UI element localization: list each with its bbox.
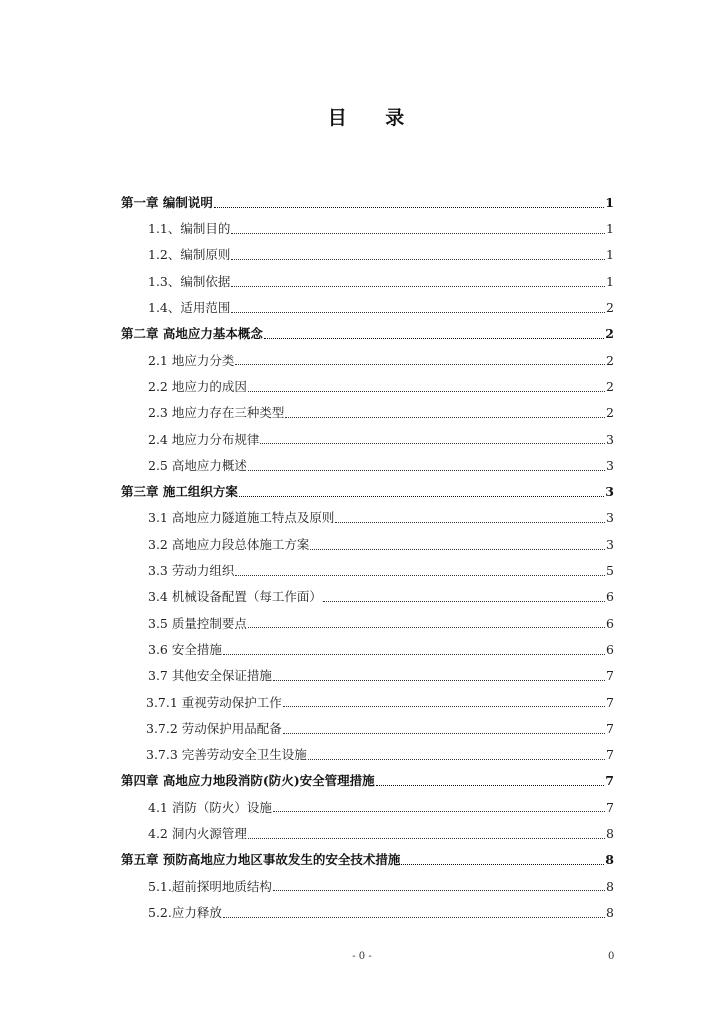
toc-chapter-entry[interactable] [121, 847, 614, 873]
toc-entry-label: 3.4 机械设备配置（每工作面） [148, 589, 322, 605]
toc-leader-dots [264, 338, 604, 339]
toc-section-entry[interactable] [121, 690, 614, 716]
toc-leader-dots [248, 391, 605, 392]
toc-leader-dots [231, 233, 605, 234]
toc-chapter-entry[interactable] [121, 769, 614, 795]
toc-entry-page: 7 [606, 668, 614, 684]
toc-entry-page: 3 [606, 457, 614, 473]
toc-entry-page: 3 [606, 431, 614, 447]
toc-entry-page: 6 [606, 641, 614, 657]
toc-entry-page: 1 [606, 221, 614, 237]
toc-chapter-entry[interactable] [121, 479, 614, 505]
toc-entry-page: 2 [606, 352, 614, 368]
toc-entry-label: 1.1、编制目的 [148, 221, 231, 237]
toc-leader-dots [310, 549, 605, 550]
toc-entry-page: 3 [606, 536, 614, 552]
toc-entry-page: 7 [606, 720, 614, 736]
toc-leader-dots [223, 654, 605, 655]
toc-entry-page: 3 [605, 484, 614, 500]
toc-leader-dots [248, 838, 605, 839]
toc-section-entry[interactable] [121, 663, 614, 689]
toc-entry-page: 7 [606, 747, 614, 763]
toc-leader-dots [283, 706, 605, 707]
toc-entry-page: 8 [606, 904, 614, 920]
toc-entry-label: 1.4、适用范围 [148, 300, 231, 316]
toc-section-entry[interactable] [121, 400, 614, 426]
toc-entry-label: 2.4 地应力分布规律 [148, 431, 260, 447]
toc-entry-page: 2 [606, 378, 614, 394]
toc-entry-label: 3.6 安全措施 [148, 641, 222, 657]
toc-leader-dots [248, 627, 605, 628]
footer-page-number: - 0 - [352, 951, 372, 962]
toc-section-entry[interactable] [121, 427, 614, 453]
toc-chapter-entry[interactable] [121, 321, 614, 347]
toc-entry-page: 1 [606, 273, 614, 289]
toc-leader-dots [214, 207, 604, 208]
toc-leader-dots [231, 312, 605, 313]
toc-leader-dots [248, 470, 605, 471]
toc-entry-label: 5.1.超前探明地质结构 [148, 878, 272, 894]
toc-section-entry[interactable] [121, 216, 614, 242]
toc-entry-label: 4.1 消防（防火）设施 [148, 799, 272, 815]
toc-section-entry[interactable] [121, 584, 614, 610]
toc-entry-label: 3.7.1 重视劳动保护工作 [146, 694, 282, 710]
toc-entry-label: 2.1 地应力分类 [148, 352, 235, 368]
toc-section-entry[interactable] [121, 716, 614, 742]
toc-section-entry[interactable] [121, 295, 614, 321]
toc-entry-label: 3.7.2 劳动保护用品配备 [146, 720, 282, 736]
toc-section-entry[interactable] [121, 558, 614, 584]
toc-section-entry[interactable] [121, 532, 614, 558]
toc-entry-page: 2 [605, 326, 614, 342]
toc-section-entry[interactable] [121, 453, 614, 479]
toc-leader-dots [231, 259, 605, 260]
toc-leader-dots [273, 890, 605, 891]
toc-entry-label: 3.2 高地应力段总体施工方案 [148, 536, 310, 552]
toc-entry-label: 5.2.应力释放 [148, 904, 222, 920]
toc-entry-page: 8 [606, 826, 614, 842]
toc-entry-label: 3.7 其他安全保证措施 [148, 668, 272, 684]
toc-entry-label: 第二章 高地应力基本概念 [121, 326, 263, 342]
toc-leader-dots [239, 496, 604, 497]
toc-entry-page: 6 [606, 589, 614, 605]
toc-entry-label: 3.3 劳动力组织 [148, 563, 235, 579]
toc-leader-dots [235, 364, 605, 365]
toc-entry-label: 第四章 高地应力地段消防(防火)安全管理措施 [121, 773, 375, 789]
toc-leader-dots [223, 917, 605, 918]
toc-entry-label: 1.3、编制依据 [148, 273, 231, 289]
toc-section-entry[interactable] [121, 374, 614, 400]
toc-section-entry[interactable] [121, 637, 614, 663]
toc-entry-page: 5 [606, 563, 614, 579]
toc-entry-page: 2 [606, 300, 614, 316]
toc-entry-label: 4.2 洞内火源管理 [148, 826, 247, 842]
toc-entry-page: 2 [606, 405, 614, 421]
toc-section-entry[interactable] [121, 900, 614, 926]
toc-entry-page: 1 [605, 194, 614, 210]
toc-entry-page: 7 [605, 773, 614, 789]
toc-entry-page: 1 [606, 247, 614, 263]
toc-entry-label: 2.5 高地应力概述 [148, 457, 247, 473]
toc-section-entry[interactable] [121, 348, 614, 374]
toc-entry-label: 2.2 地应力的成因 [148, 378, 247, 394]
toc-entry-label: 2.3 地应力存在三种类型 [148, 405, 285, 421]
toc-entry-label: 3.1 高地应力隧道施工特点及原则 [148, 510, 335, 526]
toc-entry-label: 第三章 施工组织方案 [121, 484, 238, 500]
toc-entry-page: 8 [606, 878, 614, 894]
toc-leader-dots [335, 522, 605, 523]
toc-section-entry[interactable] [121, 795, 614, 821]
toc-leader-dots [231, 286, 605, 287]
toc-leader-dots [273, 811, 605, 812]
toc-section-entry[interactable] [121, 243, 614, 269]
toc-entry-page: 7 [606, 799, 614, 815]
toc-section-entry[interactable] [121, 506, 614, 532]
toc-section-entry[interactable] [121, 611, 614, 637]
toc-leader-dots [273, 680, 605, 681]
footer-right-number: 0 [608, 951, 615, 962]
toc-section-entry[interactable] [121, 269, 614, 295]
toc-entry-label: 1.2、编制原则 [148, 247, 231, 263]
toc-leader-dots [235, 575, 605, 576]
toc-section-entry[interactable] [121, 821, 614, 847]
toc-leader-dots [260, 443, 605, 444]
toc-chapter-entry[interactable] [121, 190, 614, 216]
toc-entry-label: 第五章 预防高地应力地区事故发生的安全技术措施 [121, 852, 401, 868]
toc-leader-dots [285, 417, 605, 418]
toc-entry-label: 3.7.3 完善劳动安全卫生设施 [146, 747, 307, 763]
page-title: 目 录 [327, 107, 421, 129]
toc-section-entry[interactable] [121, 874, 614, 900]
toc-entry-label: 第一章 编制说明 [121, 194, 213, 210]
toc-entry-page: 8 [605, 852, 614, 868]
toc-entry-page: 7 [606, 694, 614, 710]
toc-leader-dots [283, 733, 605, 734]
table-of-contents [121, 190, 614, 926]
toc-leader-dots [401, 864, 604, 865]
toc-leader-dots [323, 601, 605, 602]
toc-section-entry[interactable] [121, 742, 614, 768]
toc-entry-page: 6 [606, 615, 614, 631]
toc-leader-dots [376, 785, 605, 786]
toc-leader-dots [308, 759, 605, 760]
toc-entry-label: 3.5 质量控制要点 [148, 615, 247, 631]
toc-entry-page: 3 [606, 510, 614, 526]
